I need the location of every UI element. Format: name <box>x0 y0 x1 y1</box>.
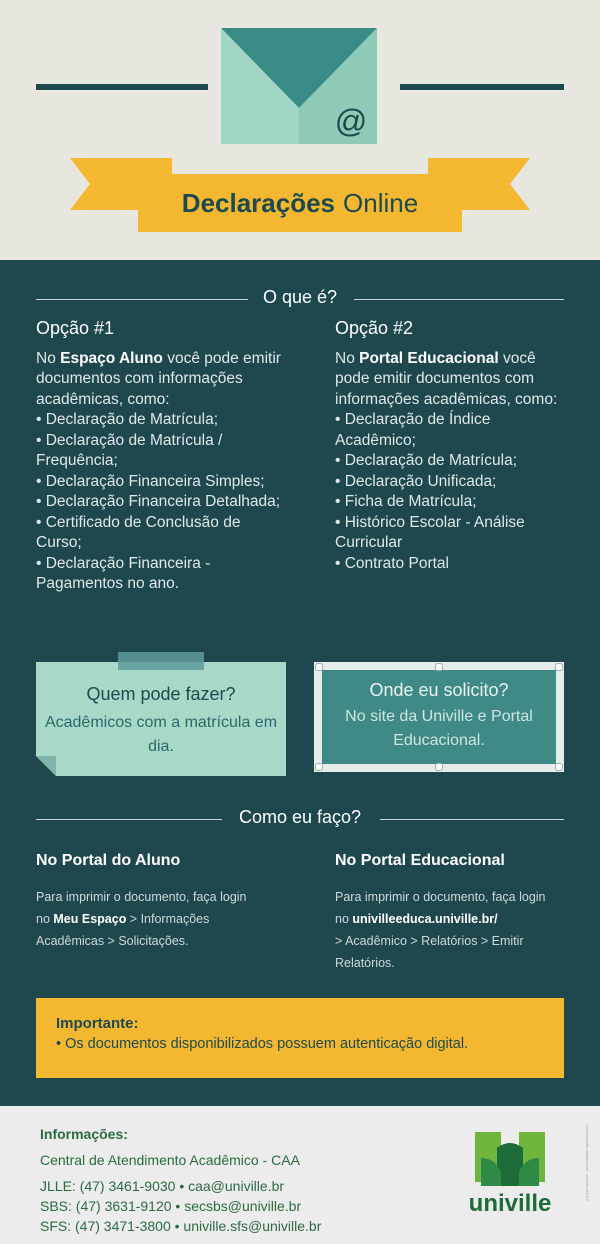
leaf-logo-icon <box>455 1128 565 1190</box>
instruction-line: Para imprimir o documento, faça login <box>335 890 546 904</box>
footer <box>0 1106 600 1244</box>
board-pin <box>555 663 563 671</box>
option1-column <box>36 318 286 595</box>
board-pin <box>435 663 443 671</box>
where-text: No site da Univille e Portal Educacional. <box>345 708 533 749</box>
where-board <box>314 662 564 772</box>
option1-item: • Declaração Financeira - Pagamentos no ano. <box>36 554 211 592</box>
logo-wordmark: univille <box>468 1190 552 1217</box>
portal-link[interactable]: univilleeduca.univille.br/ <box>352 912 498 926</box>
option2-item: • Declaração de Índice Acadêmico; <box>335 411 491 449</box>
at-symbol: @ <box>334 103 368 139</box>
contact-info <box>40 1124 321 1236</box>
option2-title: Opção #2 <box>335 318 414 338</box>
contact-line: SBS: (47) 3631-9120 • secsbs@univille.br <box>40 1198 302 1214</box>
portal-educacional-title: No Portal Educacional <box>335 852 505 869</box>
portal-aluno-instructions <box>36 850 296 952</box>
option2-item: • Ficha de Matrícula; <box>335 493 477 510</box>
contact-line: SFS: (47) 3471-3800 • univille.sfs@univille.br <box>40 1218 322 1234</box>
instruction-line: Acadêmicas > Solicitações. <box>36 934 189 948</box>
univille-logo <box>455 1128 565 1228</box>
portal-educacional-instructions <box>335 850 575 974</box>
contact-center: Central de Atendimento Acadêmico - CAA <box>40 1152 300 1168</box>
section-heading-what <box>36 284 564 314</box>
instruction-line: no univilleeduca.univille.br/ <box>335 912 498 926</box>
option1-title: Opção #1 <box>36 318 115 338</box>
where-title: Onde eu solicito? <box>369 680 509 700</box>
option2-item: • Contrato Portal <box>335 554 449 572</box>
board-pin <box>555 763 563 771</box>
main-panel <box>0 260 600 1106</box>
option2-item: • Histórico Escolar - Análise Curricular <box>335 513 525 551</box>
board-pin <box>315 763 323 771</box>
portal-aluno-title: No Portal do Aluno <box>36 852 181 869</box>
board-pin <box>315 663 323 671</box>
option1-item: • Declaração de Matrícula / Frequência; <box>36 431 223 469</box>
instruction-line: no Meu Espaço > Informações <box>36 912 210 926</box>
instruction-line: > Acadêmico > Relatórios > Emitir <box>335 934 524 948</box>
instruction-line: Para imprimir o documento, faça login <box>36 890 247 904</box>
option2-item: • Declaração Unificada; <box>335 472 497 490</box>
where-board-inner <box>322 670 556 764</box>
board-pin <box>435 763 443 771</box>
important-box <box>36 998 564 1078</box>
option2-intro: No Portal Educacional você pode emitir documentos com informações acadêmicas, como: <box>335 349 558 408</box>
page-title <box>138 174 462 232</box>
important-text: • Os documentos disponibilizados possuem autenticação digital. <box>56 1036 469 1052</box>
section-heading-how <box>36 804 564 834</box>
option2-column <box>335 318 560 574</box>
option1-item: • Declaração Financeira Detalhada; <box>36 493 281 510</box>
credit-text: Comunicação Institucional - setembro/2015 <box>585 1124 590 1201</box>
contact-heading: Informações: <box>40 1126 128 1142</box>
option1-item: • Declaração Financeira Simples; <box>36 472 265 490</box>
important-title: Importante: <box>56 1015 139 1032</box>
heading-what-text: O que é? <box>262 287 338 307</box>
option1-intro: No Espaço Aluno você pode emitir documentos com informações acadêmicas, como: <box>36 349 281 408</box>
title-rest: Online <box>343 187 419 218</box>
header-area <box>0 0 600 260</box>
contact-line: JLLE: (47) 3461-9030 • caa@univille.br <box>40 1178 285 1194</box>
option1-item: • Certificado de Conclusão de Curso; <box>36 513 241 551</box>
who-title: Quem pode fazer? <box>86 684 236 704</box>
instruction-line: Relatórios. <box>335 956 395 970</box>
tape-strip <box>118 652 204 670</box>
who-text: Acadêmicos com a matrícula em dia. <box>44 714 278 755</box>
title-bold: Declarações <box>181 187 336 218</box>
option1-item: • Declaração de Matrícula; <box>36 411 219 428</box>
who-card <box>36 662 286 776</box>
heading-how-text: Como eu faço? <box>238 807 362 827</box>
option2-item: • Declaração de Matrícula; <box>335 452 518 469</box>
